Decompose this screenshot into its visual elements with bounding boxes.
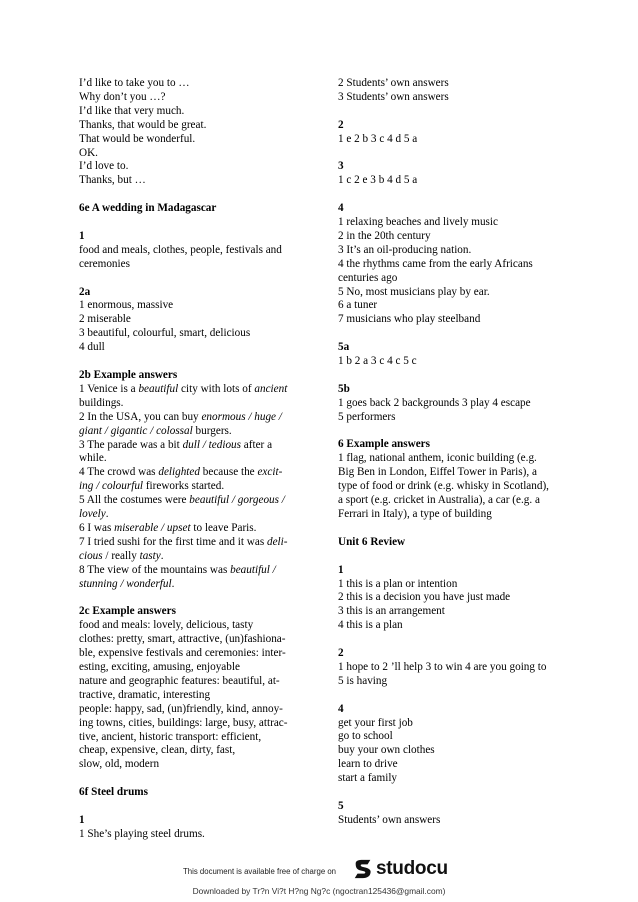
download-notice: Downloaded by Tr?n Vi?t H?ng Ng?c (ngoctran125436@gmail.com) — [192, 886, 446, 896]
answer-line: 2 miserable — [79, 313, 131, 326]
answer-line: a sport (e.g. cricket in Australia), a car (e.g. a — [338, 494, 540, 507]
answer-line: 6 a tuner — [338, 299, 378, 312]
answer-line: 1 relaxing beaches and lively music — [338, 216, 498, 229]
answer-line: centuries ago — [338, 271, 398, 284]
phrase-line: Why don’t you …? — [79, 90, 166, 103]
answer-line: ceremonies — [79, 257, 130, 270]
phrase-line: Thanks, that would be great. — [79, 118, 207, 131]
exercise-number: 1 — [338, 563, 344, 576]
answer-line: cheap, expensive, clean, dirty, fast, — [79, 744, 236, 757]
answer-line: 2 in the 20th century — [338, 229, 431, 242]
answer-line: 3 It’s an oil-producing nation. — [338, 243, 472, 256]
answer-line: get your first job — [338, 716, 413, 729]
answer-line: 1 She’s playing steel drums. — [79, 827, 205, 840]
answer-line: 1 enormous, massive — [79, 299, 174, 312]
answer-line: 2 Students’ own answers — [338, 77, 449, 89]
exercise-number: 1 — [79, 813, 85, 826]
answer-line: stunning / wonderful. — [79, 577, 175, 590]
exercise-number: 5 — [338, 799, 344, 812]
studocu-logo-icon — [352, 858, 374, 880]
exercise-heading-5a: 5a — [338, 341, 350, 354]
answer-line: 1 hope to 2 ’ll help 3 to win 4 are you going to — [338, 660, 547, 673]
answer-line: 1 Venice is a beautiful city with lots of ancient — [79, 382, 288, 395]
answer-line: clothes: pretty, smart, attractive, (un)fashiona- — [79, 633, 286, 646]
exercise-heading-2c: 2c Example answers — [79, 605, 176, 618]
section-heading-6e: 6e A wedding in Madagascar — [79, 202, 217, 215]
answer-line: 1 c 2 e 3 b 4 d 5 a — [338, 174, 418, 187]
answer-line: 4 this is a plan — [338, 619, 403, 632]
phrase-line: Thanks, but … — [79, 174, 146, 187]
answer-line: cious / really tasty. — [79, 549, 164, 562]
studocu-logo-link[interactable] — [352, 858, 448, 880]
exercise-number: 4 — [338, 702, 344, 715]
answer-line: buy your own clothes — [338, 744, 435, 757]
answer-line: Ferrari in Italy), a type of building — [338, 508, 492, 520]
answer-line: esting, exciting, amusing, enjoyable — [79, 660, 240, 673]
answer-line: nature and geographic features: beautiful, at- — [79, 674, 280, 687]
answer-line: 3 this is an arrangement — [338, 605, 445, 618]
section-heading-unit6-review: Unit 6 Review — [338, 535, 406, 548]
page-footer — [0, 856, 638, 902]
answer-line: 8 The view of the mountains was beautiful / — [79, 563, 276, 576]
exercise-number: 4 — [338, 202, 344, 215]
answer-line: 3 beautiful, colourful, smart, delicious — [79, 327, 251, 340]
answer-line: food and meals, clothes, people, festivals and — [79, 243, 282, 256]
answer-line: lovely. — [79, 508, 109, 521]
answer-line: slow, old, modern — [79, 758, 160, 771]
right-column — [338, 77, 570, 828]
answer-line: learn to drive — [338, 758, 398, 771]
answer-line: 1 this is a plan or intention — [338, 577, 458, 590]
phrase-line: I’d like to take you to … — [79, 77, 190, 89]
answer-line: 3 Students’ own answers — [338, 90, 449, 103]
answer-line: 4 The crowd was delighted because the excit- — [79, 466, 283, 479]
exercise-number: 1 — [79, 229, 85, 242]
answer-line: 3 The parade was a bit dull / tedious after a — [79, 438, 273, 451]
answer-line: 2 this is a decision you have just made — [338, 591, 511, 604]
exercise-number: 3 — [338, 160, 344, 173]
answer-line: 7 I tried sushi for the first time and it was deli- — [79, 535, 288, 548]
answer-line: 4 dull — [79, 341, 105, 354]
exercise-number: 2 — [338, 118, 344, 131]
phrase-line: I’d like that very much. — [79, 104, 185, 117]
left-column — [79, 77, 304, 842]
answer-line: 7 musicians who play steelband — [338, 313, 481, 326]
answer-line: type of food or drink (e.g. whisky in Scotland), — [338, 480, 549, 493]
exercise-heading-6: 6 Example answers — [338, 438, 430, 451]
answer-line: 5 All the costumes were beautiful / gorgeous / — [79, 494, 285, 507]
answer-line: Big Ben in London, Eiffel Tower in Paris), a — [338, 466, 537, 479]
exercise-heading-2a: 2a — [79, 285, 91, 298]
availability-text: This document is available free of charge on — [183, 867, 336, 876]
studocu-logo-text: studocu — [376, 858, 448, 879]
answer-line: 1 e 2 b 3 c 4 d 5 a — [338, 132, 418, 145]
answer-line: tive, ancient, historic transport: efficient, — [79, 730, 262, 743]
answer-line: while. — [79, 452, 107, 465]
answer-line: start a family — [338, 772, 398, 785]
answer-line: 1 goes back 2 backgrounds 3 play 4 escape — [338, 396, 531, 409]
answer-line: 2 In the USA, you can buy enormous / huge / — [79, 410, 282, 423]
phrase-line: That would be wonderful. — [79, 132, 196, 145]
phrase-line: OK. — [79, 146, 98, 159]
exercise-heading-5b: 5b — [338, 382, 350, 395]
answer-line: 1 flag, national anthem, iconic building (e.g. — [338, 452, 537, 465]
answer-line: buildings. — [79, 396, 124, 409]
answer-line: 5 is having — [338, 674, 388, 687]
answer-line: giant / gigantic / colossal burgers. — [79, 424, 232, 437]
answer-line: go to school — [338, 730, 393, 743]
answer-line: 5 No, most musicians play by ear. — [338, 285, 490, 298]
answer-line: 1 b 2 a 3 c 4 c 5 c — [338, 355, 417, 368]
answer-line: Students’ own answers — [338, 813, 441, 826]
answer-line: ble, expensive festivals and ceremonies: inter- — [79, 647, 286, 660]
answer-line: food and meals: lovely, delicious, tasty — [79, 619, 254, 632]
section-heading-6f: 6f Steel drums — [79, 786, 148, 799]
answer-line: 4 the rhythms came from the early Africans — [338, 257, 533, 270]
exercise-heading-2b: 2b Example answers — [79, 368, 178, 381]
answer-line: ing towns, cities, buildings: large, busy, attrac- — [79, 716, 288, 729]
exercise-number: 2 — [338, 647, 344, 660]
phrase-line: I’d love to. — [79, 160, 129, 173]
answer-line: ing / colourful fireworks started. — [79, 480, 225, 493]
answer-line: tractive, dramatic, interesting — [79, 688, 211, 701]
answer-line: 6 I was miserable / upset to leave Paris. — [79, 521, 257, 534]
answer-line: 5 performers — [338, 410, 396, 423]
answer-line: people: happy, sad, (un)friendly, kind, annoy- — [79, 702, 283, 715]
